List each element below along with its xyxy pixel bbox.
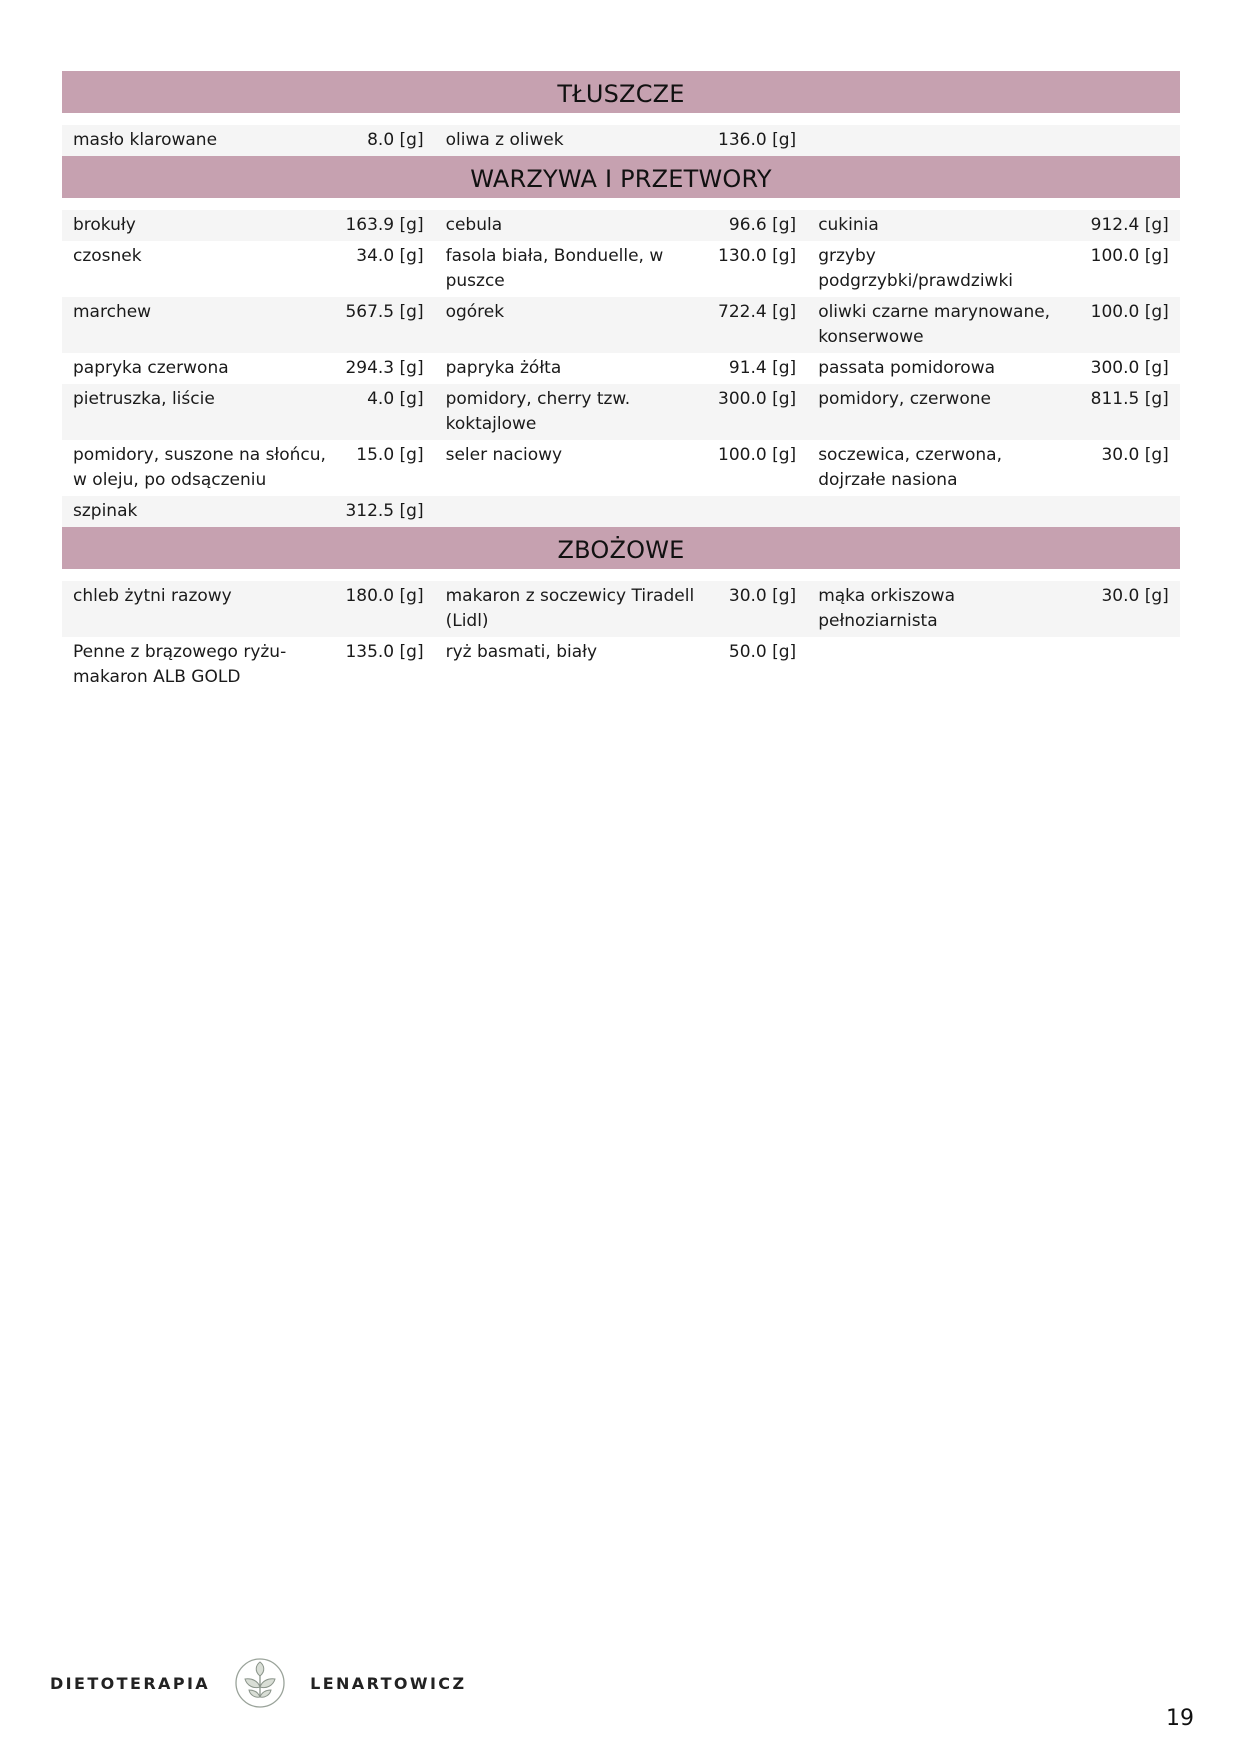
item-name: Penne z brązowego ryżu- makaron ALB GOLD (73, 642, 287, 687)
list-item (807, 387, 1180, 437)
list-item (62, 300, 435, 350)
item-name: pietruszka, liście (73, 389, 215, 409)
item-quantity: 91.4 [g] (728, 358, 797, 378)
item-quantity: 130.0 [g] (718, 246, 797, 266)
item-name: grzyby podgrzybki/prawdziwki (818, 246, 1014, 291)
list-item (62, 356, 435, 381)
list-item (62, 584, 435, 634)
item-quantity: 163.9 [g] (345, 215, 424, 235)
item-name: seler naciowy (445, 445, 563, 465)
brand-left: DIETOTERAPIA (50, 1673, 211, 1693)
item-quantity: 312.5 [g] (345, 501, 424, 521)
list-item (807, 443, 1180, 493)
page-number: 19 (1166, 1706, 1194, 1731)
item-quantity: 300.0 [g] (1090, 358, 1169, 378)
section-header: TŁUSZCZE (62, 71, 1180, 113)
item-quantity: 912.4 [g] (1090, 215, 1169, 235)
table-row (62, 496, 1180, 527)
list-item (62, 213, 435, 238)
list-item (435, 356, 808, 381)
list-item (62, 244, 435, 294)
item-name: papryka czerwona (73, 358, 229, 378)
item-name: fasola biała, Bonduelle, w puszce (445, 246, 664, 291)
item-quantity: 34.0 [g] (356, 246, 424, 266)
item-name: chleb żytni razowy (73, 586, 232, 606)
item-quantity: 180.0 [g] (345, 586, 424, 606)
list-item (807, 244, 1180, 294)
item-name: brokuły (73, 215, 136, 235)
table-row (62, 125, 1180, 156)
brand-right: LENARTOWICZ (310, 1673, 467, 1693)
item-quantity: 15.0 [g] (356, 445, 424, 465)
list-item (435, 300, 808, 350)
item-name: marchew (73, 302, 152, 322)
item-name: pomidory, suszone na słońcu, w oleju, po odsączeniu (73, 445, 326, 490)
list-item (62, 499, 435, 524)
list-item (807, 300, 1180, 350)
item-quantity: 136.0 [g] (718, 130, 797, 150)
item-quantity: 30.0 [g] (1101, 586, 1169, 606)
item-name: passata pomidorowa (818, 358, 996, 378)
item-name: pomidory, czerwone (818, 389, 991, 409)
item-quantity: 300.0 [g] (718, 389, 797, 409)
item-name: mąka orkiszowa pełnoziarnista (818, 586, 955, 631)
list-item (435, 584, 808, 634)
item-quantity: 811.5 [g] (1090, 389, 1169, 409)
table-row (62, 637, 1180, 693)
table-row (62, 581, 1180, 637)
item-name: oliwki czarne marynowane, konserwowe (818, 302, 1051, 347)
leaf-circle-logo-icon (234, 1657, 286, 1709)
table-row (62, 384, 1180, 440)
list-item (435, 387, 808, 437)
item-name: ryż basmati, biały (445, 642, 598, 662)
item-quantity: 294.3 [g] (345, 358, 424, 378)
list-item (62, 443, 435, 493)
item-name: oliwa z oliwek (445, 130, 564, 150)
list-item (807, 213, 1180, 238)
item-name: soczewica, czerwona, dojrzałe nasiona (818, 445, 1002, 490)
table-row (62, 210, 1180, 241)
list-item (62, 640, 435, 690)
section-header: WARZYWA I PRZETWORY (62, 156, 1180, 198)
item-name: czosnek (73, 246, 142, 266)
list-item (62, 128, 435, 153)
item-name: cebula (445, 215, 503, 235)
section-header: ZBOŻOWE (62, 527, 1180, 569)
item-name: cukinia (818, 215, 879, 235)
list-item (435, 244, 808, 294)
item-quantity: 30.0 [g] (728, 586, 797, 606)
item-quantity: 100.0 [g] (1090, 246, 1169, 266)
list-item (435, 213, 808, 238)
item-name: makaron z soczewicy Tiradell (Lidl) (445, 586, 695, 631)
item-name: szpinak (73, 501, 138, 521)
list-item (62, 387, 435, 437)
item-quantity: 50.0 [g] (728, 642, 797, 662)
list-item (435, 443, 808, 493)
item-name: pomidory, cherry tzw. koktajlowe (445, 389, 631, 434)
item-name: papryka żółta (445, 358, 562, 378)
item-quantity: 100.0 [g] (1090, 302, 1169, 322)
item-quantity: 4.0 [g] (367, 389, 424, 409)
table-row (62, 440, 1180, 496)
table-row (62, 297, 1180, 353)
table-row (62, 241, 1180, 297)
item-name: masło klarowane (73, 130, 218, 150)
shopping-list (62, 71, 1180, 693)
item-quantity: 100.0 [g] (718, 445, 797, 465)
list-item (807, 584, 1180, 634)
item-quantity: 722.4 [g] (718, 302, 797, 322)
list-item (807, 356, 1180, 381)
table-row (62, 353, 1180, 384)
item-name: ogórek (445, 302, 505, 322)
list-item (435, 640, 808, 690)
list-item (435, 128, 808, 153)
item-quantity: 135.0 [g] (345, 642, 424, 662)
item-quantity: 8.0 [g] (367, 130, 424, 150)
item-quantity: 30.0 [g] (1101, 445, 1169, 465)
item-quantity: 96.6 [g] (728, 215, 797, 235)
footer (50, 1655, 466, 1711)
item-quantity: 567.5 [g] (345, 302, 424, 322)
